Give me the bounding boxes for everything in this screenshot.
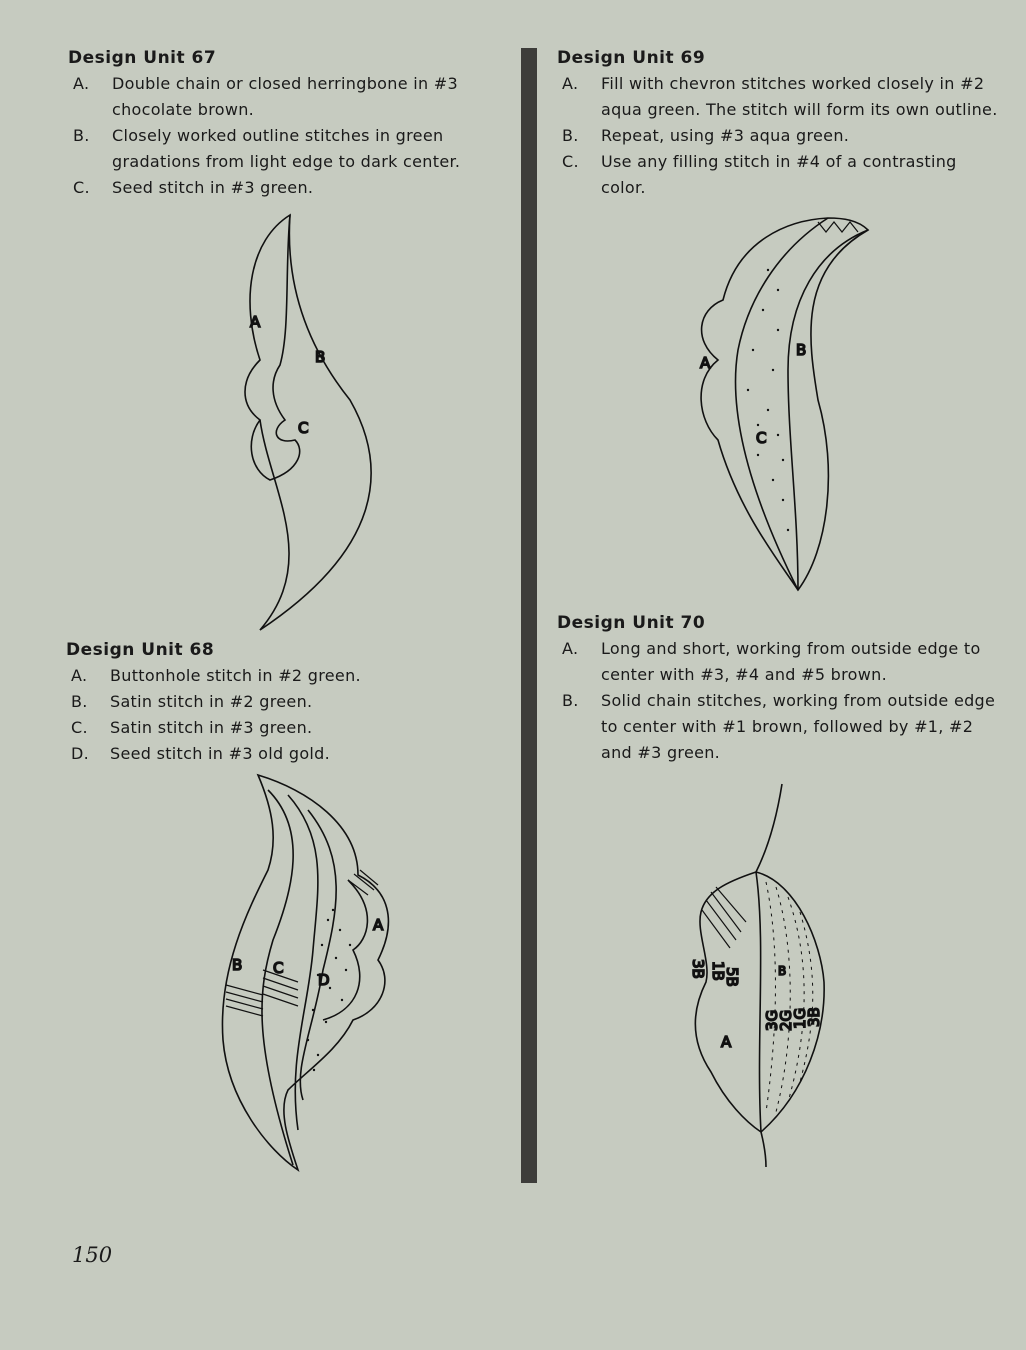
figure-label: 3G [763,1009,781,1031]
design-unit-67 [68,48,513,201]
section-a-outline [245,215,300,480]
figure-label: C [756,429,767,447]
figure-label: 3B [805,1007,823,1027]
figure-label: B [778,964,787,978]
item-letter: D. [71,744,90,763]
item-letter: A. [73,74,90,93]
item-letter: C. [73,178,90,197]
seed-area-edge [300,810,336,1100]
item-text: Closely worked outline stitches in green gradations from light edge to dark center. [112,126,461,171]
figure-label: C [298,419,309,437]
instruction-item [68,123,513,175]
instruction-item [68,71,513,123]
item-letter: B. [562,126,579,145]
instruction-item [557,149,1002,201]
figure-label: A [721,1033,732,1051]
item-text: Repeat, using #3 aqua green. [601,126,850,145]
unit-title: Design Unit 68 [66,640,215,660]
leaf-outer-edge [260,215,371,630]
item-letter: B. [73,126,90,145]
figure-label: 1G [791,1007,809,1029]
item-text: Seed stitch in #3 old gold. [110,744,330,763]
figure-label: 3B [689,959,707,979]
seed-stitch-dots [307,909,351,1071]
figure-label: C [273,959,284,977]
leaf-outline [222,775,388,1170]
item-text: Fill with chevron stitches worked closely in #2 aqua green. The stitch will form its own outline. [601,74,998,119]
instruction-item [557,123,1002,149]
item-letter: B. [71,692,88,711]
figure-label: B [232,956,243,974]
buttonhole-band [323,880,367,1020]
item-text: Satin stitch in #2 green. [110,692,313,711]
item-letter: A. [562,74,579,93]
figure-label: A [700,354,711,372]
figure-label: D [318,971,330,989]
unit-title: Design Unit 69 [557,48,706,68]
leaf-inner-edge [260,420,289,630]
instruction-item [557,688,1002,766]
leaf-outline [701,218,868,590]
figure-label: 2G [777,1009,795,1031]
band-b-inner [262,790,293,1165]
item-letter: C. [71,718,88,737]
unit-title: Design Unit 70 [557,613,706,633]
leaf-right-edge [756,872,824,1132]
design-unit-69 [557,48,1002,201]
item-text: Solid chain stitches, working from outside edge to center with #1 brown, followed by #1, #2 and #3 green. [601,691,996,762]
item-text: Double chain or closed herringbone in #3 chocolate brown. [112,74,458,119]
chevron-stitches [818,222,858,232]
instruction-item [66,741,511,767]
filling-dots [747,269,789,531]
design-unit-69-figure [678,210,878,600]
page-number: 150 [72,1243,113,1267]
design-unit-67-figure [230,210,390,640]
unit-title: Design Unit 67 [68,48,217,68]
instruction-item [68,175,513,201]
design-unit-68-figure [218,770,403,1180]
item-letter: C. [562,152,579,171]
figure-label: B [796,341,807,359]
item-text: Satin stitch in #3 green. [110,718,313,737]
item-text: Buttonhole stitch in #2 green. [110,666,361,685]
instruction-item [66,663,511,689]
item-text: Long and short, working from outside edge to center with #3, #4 and #5 brown. [601,639,981,684]
chain-stitch-lines [766,882,813,1112]
instruction-item [557,636,1002,688]
figure-label: 5B [723,967,741,987]
design-unit-70 [557,613,1002,766]
column-divider [521,48,537,1183]
instruction-item [66,689,511,715]
design-unit-70-figure [686,782,836,1172]
figure-label: A [373,916,384,934]
item-letter: A. [71,666,88,685]
item-text: Seed stitch in #3 green. [112,178,314,197]
long-and-short-stitches [702,887,746,948]
leaf-midrib [756,872,761,1132]
instruction-item [66,715,511,741]
figure-label: 1B [709,961,727,981]
figure-label: B [315,348,326,366]
item-letter: A. [562,639,579,658]
design-unit-68 [66,640,511,767]
item-letter: B. [562,691,579,710]
item-text: Use any filling stitch in #4 of a contrasting color. [601,152,957,197]
instruction-item [557,71,1002,123]
figure-label: A [250,313,261,331]
section-b-inner-edge [788,230,868,590]
